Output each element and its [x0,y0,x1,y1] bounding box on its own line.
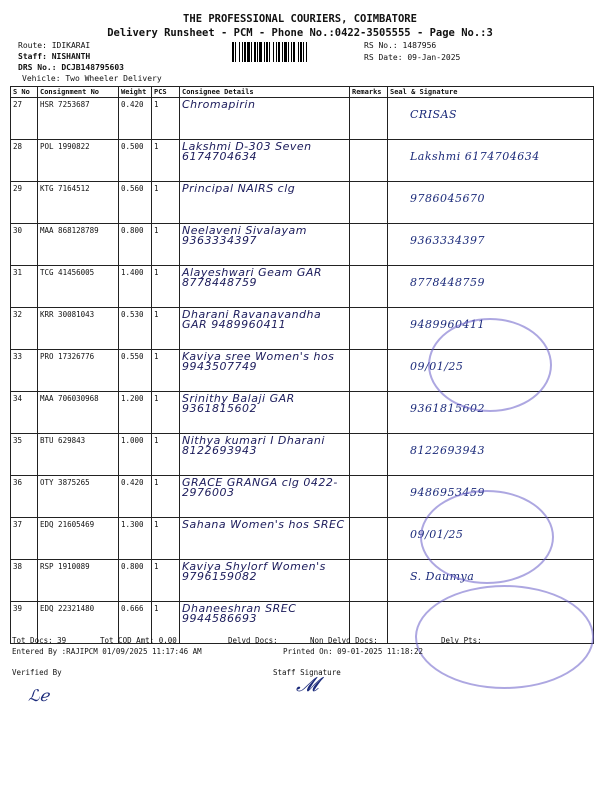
remarks-cell [350,350,388,392]
non-delvd-docs: Non Delvd Docs: [310,636,378,645]
weight-cell: 0.560 [119,182,152,224]
table-row [11,434,594,476]
consignment-cell: POL 1990822 [38,140,119,182]
consignee-cell [180,434,350,476]
signature-cell [388,182,594,224]
remarks-cell [350,476,388,518]
handwritten-consignee: Nithya kumari I Dharani 8122693943 [182,434,325,457]
consignment-cell: RSP 1910089 [38,560,119,602]
sno-cell: 32 [11,308,38,350]
pcs-cell: 1 [152,392,180,434]
rs-number: RS No.: 1487956 [364,41,437,50]
consignment-cell: EDQ 22321480 [38,602,119,644]
verifier-signature: ℒℯ [28,686,49,705]
table-row [11,224,594,266]
consignment-cell: KTG 7164512 [38,182,119,224]
handwritten-consignee: GRACE GRANGA clg 0422-2976003 [182,476,338,499]
consignment-cell: PRO 17326776 [38,350,119,392]
table-row [11,182,594,224]
seal-stamp [428,318,552,412]
vehicle-label: Vehicle: Two Wheeler Delivery [22,74,162,83]
sno-cell: 31 [11,266,38,308]
weight-cell: 0.666 [119,602,152,644]
pcs-cell: 1 [152,224,180,266]
pcs-cell: 1 [152,434,180,476]
handwritten-signature: 9489960411 [410,318,485,331]
handwritten-consignee: Principal NAIRS clg [182,182,296,195]
remarks-cell [350,308,388,350]
remarks-cell [350,224,388,266]
weight-cell: 0.420 [119,476,152,518]
consignment-cell: KRR 30081043 [38,308,119,350]
pcs-cell: 1 [152,518,180,560]
rs-date: RS Date: 09-Jan-2025 [364,53,461,62]
sno-cell: 37 [11,518,38,560]
handwritten-consignee: Lakshmi D-303 Seven 6174704634 [182,140,312,163]
col-consignment: Consignment No [38,87,119,98]
handwritten-signature: 09/01/25 [410,528,464,541]
remarks-cell [350,392,388,434]
pcs-cell: 1 [152,602,180,644]
handwritten-signature: CRISAS [410,108,458,121]
consignee-cell [180,560,350,602]
table-row [11,266,594,308]
remarks-cell [350,266,388,308]
consignee-cell [180,350,350,392]
seal-stamp [420,490,554,584]
staff-signature-mark: 𝓜 [296,672,319,696]
consignment-cell: OTY 3875265 [38,476,119,518]
pcs-cell: 1 [152,266,180,308]
handwritten-consignee: Chromapirin [182,98,256,111]
handwritten-signature: 09/01/25 [410,360,464,373]
pcs-cell: 1 [152,140,180,182]
printed-on: Printed On: 09-01-2025 11:18:22 [283,647,423,656]
consignee-cell [180,266,350,308]
sno-cell: 34 [11,392,38,434]
tot-docs: Tot Docs: 39 [12,636,67,645]
sno-cell: 39 [11,602,38,644]
delvd-docs: Delvd Docs: [228,636,278,645]
handwritten-signature: 9361815602 [410,402,485,415]
pcs-cell: 1 [152,560,180,602]
remarks-cell [350,434,388,476]
remarks-cell [350,518,388,560]
signature-cell [388,98,594,140]
drs-label: DRS No.: DCJB148795603 [18,63,124,72]
verified-by: Verified By [12,668,62,677]
table-row [11,140,594,182]
handwritten-consignee: Alayeshwari Geam GAR 8778448759 [182,266,323,289]
weight-cell: 0.800 [119,224,152,266]
tot-cod: Tot COD Amt: 0.00 [100,636,177,645]
consignment-cell: MAA 706030968 [38,392,119,434]
consignment-cell: BTU 629843 [38,434,119,476]
col-pcs: PCS [152,87,180,98]
consignee-cell [180,140,350,182]
table-row [11,98,594,140]
weight-cell: 1.000 [119,434,152,476]
consignee-cell [180,308,350,350]
weight-cell: 0.420 [119,98,152,140]
handwritten-signature: 8122693943 [410,444,485,457]
sno-cell: 28 [11,140,38,182]
remarks-cell [350,560,388,602]
consignment-cell: MAA 868128789 [38,224,119,266]
weight-cell: 0.530 [119,308,152,350]
table-header-row [11,87,594,98]
remarks-cell [350,182,388,224]
sno-cell: 36 [11,476,38,518]
delv-pts: Delv Pts: [441,636,482,645]
route-label: Route: IDIKARAI [18,41,91,50]
handwritten-consignee: Kaviya sree Women's hos 9943507749 [182,350,335,373]
sno-cell: 35 [11,434,38,476]
handwritten-signature: 8778448759 [410,276,485,289]
weight-cell: 0.800 [119,560,152,602]
barcode-bar [307,42,310,62]
company-title: THE PROFESSIONAL COURIERS, COIMBATORE [183,13,417,25]
weight-cell: 1.300 [119,518,152,560]
handwritten-signature: 9486953459 [410,486,485,499]
staff-label: Staff: NISHANTH [18,52,91,61]
pcs-cell: 1 [152,182,180,224]
handwritten-consignee: Srinithy Balaji GAR 9361815602 [182,392,295,415]
signature-cell [388,224,594,266]
pcs-cell: 1 [152,308,180,350]
sno-cell: 27 [11,98,38,140]
signature-cell [388,140,594,182]
weight-cell: 1.200 [119,392,152,434]
consignment-cell: TCG 41456005 [38,266,119,308]
remarks-cell [350,140,388,182]
sno-cell: 29 [11,182,38,224]
col-remarks: Remarks [350,87,388,98]
consignee-cell [180,518,350,560]
entered-by: Entered By :RAJIPCM 01/09/2025 11:17:46 AM [12,647,202,656]
consignee-cell [180,476,350,518]
consignee-cell [180,224,350,266]
handwritten-signature: S. Daumya [410,570,475,583]
barcode-image [232,42,310,62]
col-signature: Seal & Signature [388,87,594,98]
handwritten-consignee: Neelaveni Sivalayam 9363334397 [182,224,307,247]
handwritten-consignee: Sahana Women's hos SREC [182,518,345,531]
sno-cell: 30 [11,224,38,266]
remarks-cell [350,98,388,140]
handwritten-signature: 9786045670 [410,192,485,205]
weight-cell: 0.550 [119,350,152,392]
handwritten-consignee: Dharani Ravanavandha GAR 9489960411 [182,308,322,331]
weight-cell: 0.500 [119,140,152,182]
handwritten-signature: 9363334397 [410,234,485,247]
consignment-cell: HSR 7253687 [38,98,119,140]
col-sno: S No [11,87,38,98]
consignment-cell: EDQ 21605469 [38,518,119,560]
consignee-cell [180,98,350,140]
col-consignee: Consignee Details [180,87,350,98]
staff-signature-label: Staff Signature [273,668,341,677]
sno-cell: 33 [11,350,38,392]
handwritten-signature: Lakshmi 6174704634 [410,150,540,163]
signature-cell [388,266,594,308]
handwritten-consignee: Dhaneeshran SREC 9944586693 [182,602,297,625]
runsheet-subtitle: Delivery Runsheet - PCM - Phone No.:0422-3505555 - Page No.:3 [107,27,493,39]
pcs-cell: 1 [152,476,180,518]
consignee-cell [180,182,350,224]
weight-cell: 1.400 [119,266,152,308]
handwritten-consignee: Kaviya Shylorf Women's 9796159082 [182,560,326,583]
sno-cell: 38 [11,560,38,602]
pcs-cell: 1 [152,98,180,140]
col-weight: Weight [119,87,152,98]
pcs-cell: 1 [152,350,180,392]
consignee-cell [180,392,350,434]
signature-cell [388,434,594,476]
